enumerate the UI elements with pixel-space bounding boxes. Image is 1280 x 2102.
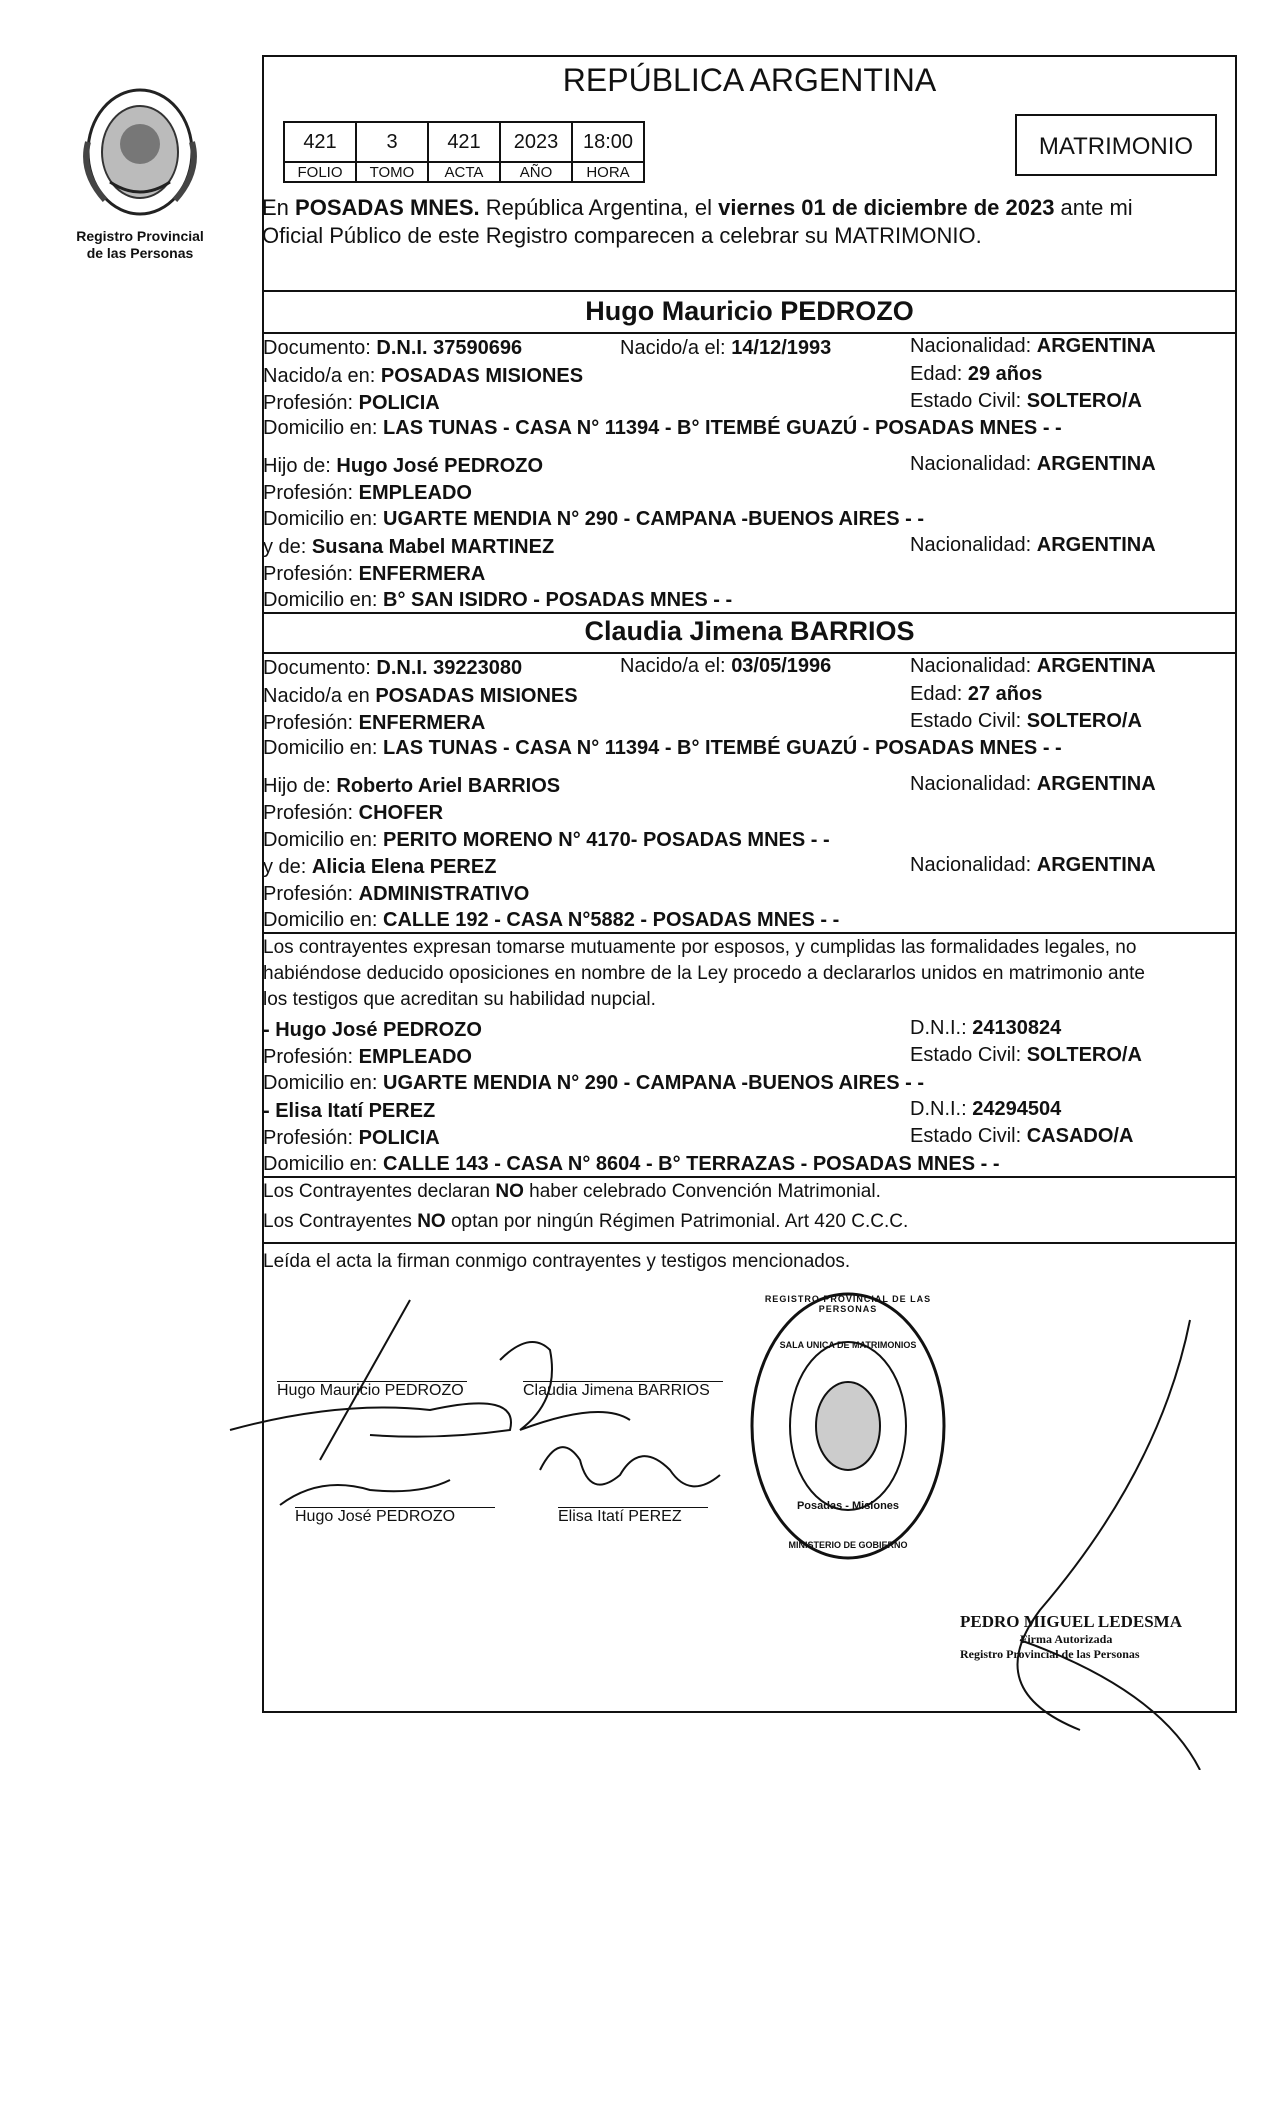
folio-label: FOLIO	[284, 162, 356, 182]
witness1-profession: Profesión: EMPLEADO	[263, 1046, 472, 1068]
spouse2-father-address: Domicilio en: PERITO MORENO N° 4170- POSADAS MNES - -	[263, 829, 830, 851]
spouse2-doc: Documento: D.N.I. 39223080	[263, 657, 523, 679]
spouse1-doc: Documento: D.N.I. 37590696	[263, 337, 523, 359]
spouse1-born: Nacido/a el: 14/12/1993	[620, 337, 832, 359]
logo-caption-line1: Registro Provincial	[76, 228, 204, 244]
witness2-name: - Elisa Itatí PEREZ	[263, 1100, 436, 1122]
stamp-bottom-text: MINISTERIO DE GOBIERNO	[788, 1540, 908, 1550]
intro-line-2: Oficial Público de este Registro comparecen a celebrar su MATRIMONIO.	[262, 223, 982, 248]
registry-seal-icon	[748, 1290, 948, 1562]
signature-spouse1: Hugo Mauricio PEDROZO	[277, 1381, 467, 1400]
spouse2-profession: Profesión: ENFERMERA	[263, 712, 486, 734]
acta-label: ACTA	[428, 162, 500, 182]
spouse2-birthplace: Nacido/a en POSADAS MISIONES	[263, 685, 578, 707]
declaration-line-2: habiéndose deducido oposiciones en nombre de la Ley procedo a declararlos unidos en matrimonio ante	[263, 963, 1145, 984]
divider	[262, 1176, 1237, 1178]
hora-label: HORA	[572, 162, 644, 182]
declaration-line-3: los testigos que acreditan su habilidad nupcial.	[263, 989, 656, 1010]
signature-spouse2: Claudia Jimena BARRIOS	[523, 1381, 723, 1400]
anio-label: AÑO	[500, 162, 572, 182]
witness2-address: Domicilio en: CALLE 143 - CASA N° 8604 - B° TERRAZAS - POSADAS MNES - -	[263, 1153, 1000, 1175]
stamp-outer-text: REGISTRO PROVINCIAL DE LAS PERSONAS	[764, 1294, 932, 1314]
witness2-dni: D.N.I.: 24294504	[910, 1098, 1062, 1120]
hora-value: 18:00	[572, 122, 644, 162]
spouse1-name: Hugo Mauricio PEDROZO	[585, 296, 914, 326]
stamp-inner-text: SALA UNICA DE MATRIMONIOS	[779, 1340, 917, 1350]
spouse2-father: Hijo de: Roberto Ariel BARRIOS	[263, 775, 561, 797]
official-office: Registro Provincial de las Personas	[960, 1647, 1140, 1661]
document-title: REPÚBLICA ARGENTINA	[562, 62, 937, 98]
official-stamp	[748, 1290, 948, 1562]
spouse1-mother-address: Domicilio en: B° SAN ISIDRO - POSADAS MNES - -	[263, 589, 733, 611]
spouse1-profession: Profesión: POLICIA	[263, 392, 440, 414]
spouse2-mother-address: Domicilio en: CALLE 192 - CASA N°5882 - POSADAS MNES - -	[263, 909, 840, 931]
spouse1-father: Hijo de: Hugo José PEDROZO	[263, 455, 544, 477]
signature-scribbles	[220, 1280, 780, 1540]
spouse1-civil: Estado Civil: SOLTERO/A	[910, 390, 1142, 412]
patrimonial-line-2: Los Contrayentes NO optan por ningún Régimen Patrimonial. Art 420 C.C.C.	[263, 1211, 909, 1232]
logo-caption-line2: de las Personas	[86, 245, 194, 261]
signature-witness1: Hugo José PEDROZO	[295, 1507, 495, 1526]
spouse2-civil: Estado Civil: SOLTERO/A	[910, 710, 1142, 732]
acta-value: 421	[428, 122, 500, 162]
spouse2-father-nationality: Nacionalidad: ARGENTINA	[910, 773, 1156, 795]
witness2-civil: Estado Civil: CASADO/A	[910, 1125, 1134, 1147]
spouse1-mother: y de: Susana Mabel MARTINEZ	[263, 536, 555, 558]
spouse2-mother-nationality: Nacionalidad: ARGENTINA	[910, 854, 1156, 876]
declaration-line-1: Los contrayentes expresan tomarse mutuamente por esposos, y cumplidas las formalidades legales, no	[263, 937, 1137, 958]
witness2-profession: Profesión: POLICIA	[263, 1127, 440, 1149]
divider	[262, 1242, 1237, 1244]
witness1-name: - Hugo José PEDROZO	[263, 1019, 482, 1041]
spouse1-age: Edad: 29 años	[910, 363, 1043, 385]
spouse2-mother: y de: Alicia Elena PEREZ	[263, 856, 497, 878]
spouse1-nationality: Nacionalidad: ARGENTINA	[910, 335, 1156, 357]
tomo-label: TOMO	[356, 162, 428, 182]
official-role: Firma Autorizada	[1020, 1632, 1113, 1646]
anio-value: 2023	[500, 122, 572, 162]
signature-witness2: Elisa Itatí PEREZ	[558, 1507, 708, 1526]
divider	[262, 290, 1237, 292]
witness1-address: Domicilio en: UGARTE MENDIA N° 290 - CAMPANA -BUENOS AIRES - -	[263, 1072, 925, 1094]
spouse2-address: Domicilio en: LAS TUNAS - CASA N° 11394 - B° ITEMBÉ GUAZÚ - POSADAS MNES - -	[263, 737, 1062, 759]
tomo-value: 3	[356, 122, 428, 162]
intro-line-1: En POSADAS MNES. República Argentina, el viernes 01 de diciembre de 2023 ante mi	[262, 195, 1133, 220]
official-name: PEDRO MIGUEL LEDESMA	[960, 1612, 1182, 1631]
folio-value: 421	[284, 122, 356, 162]
official-signature-scribble	[960, 1310, 1220, 1770]
spouse2-name: Claudia Jimena BARRIOS	[584, 616, 915, 646]
spouse1-mother-nationality: Nacionalidad: ARGENTINA	[910, 534, 1156, 556]
certificate-type-box: MATRIMONIO	[1015, 114, 1217, 176]
spouse1-birthplace: Nacido/a en: POSADAS MISIONES	[263, 365, 584, 387]
divider	[262, 932, 1237, 934]
patrimonial-line-1: Los Contrayentes declaran NO haber celebrado Convención Matrimonial.	[263, 1181, 881, 1202]
witness1-dni: D.N.I.: 24130824	[910, 1017, 1062, 1039]
spouse2-age: Edad: 27 años	[910, 683, 1043, 705]
official-block	[960, 1612, 1200, 1662]
witness1-civil: Estado Civil: SOLTERO/A	[910, 1044, 1142, 1066]
spouse1-father-profession: Profesión: EMPLEADO	[263, 482, 472, 504]
spouse2-nationality: Nacionalidad: ARGENTINA	[910, 655, 1156, 677]
spouse1-father-nationality: Nacionalidad: ARGENTINA	[910, 453, 1156, 475]
spouse1-father-address: Domicilio en: UGARTE MENDIA N° 290 - CAMPANA -BUENOS AIRES - -	[263, 508, 925, 530]
stamp-city-text: Posadas - Misiones	[796, 1500, 900, 1512]
spouse1-address: Domicilio en: LAS TUNAS - CASA N° 11394 - B° ITEMBÉ GUAZÚ - POSADAS MNES - -	[263, 417, 1062, 439]
coat-of-arms-icon	[70, 82, 210, 222]
closing-text: Leída el acta la firman conmigo contrayentes y testigos mencionados.	[263, 1251, 851, 1272]
logo-caption	[55, 228, 225, 262]
spouse1-mother-profession: Profesión: ENFERMERA	[263, 563, 486, 585]
record-fields-table	[283, 121, 645, 183]
spouse2-father-profession: Profesión: CHOFER	[263, 802, 444, 824]
divider	[262, 612, 1237, 614]
registry-logo	[70, 82, 210, 222]
spouse2-mother-profession: Profesión: ADMINISTRATIVO	[263, 883, 530, 905]
spouse2-born: Nacido/a el: 03/05/1996	[620, 655, 832, 677]
